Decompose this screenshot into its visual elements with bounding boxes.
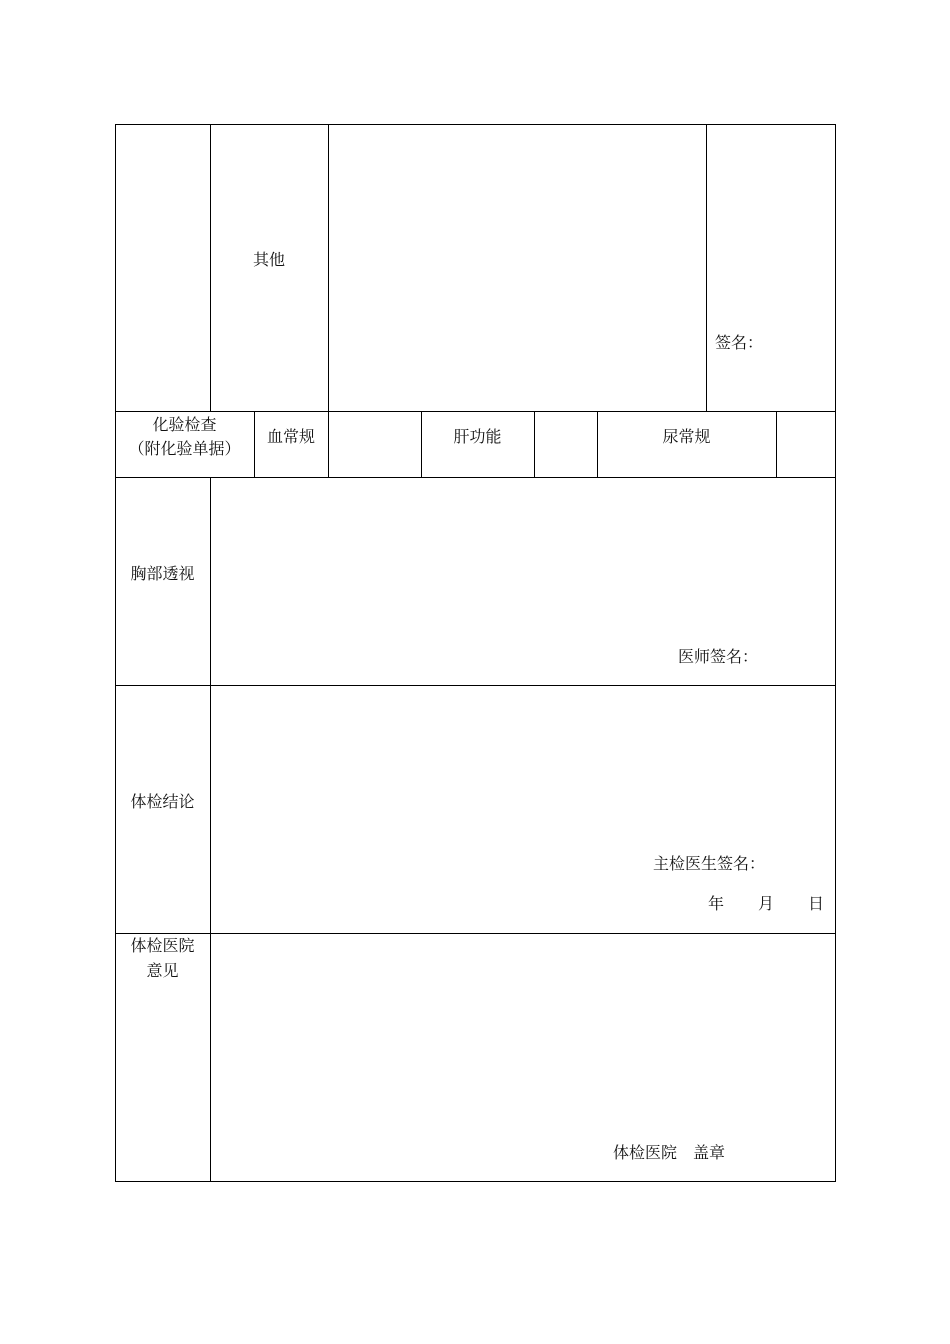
lab-label-line1: 化验检查 — [152, 415, 217, 434]
row-divider-other-lab — [115, 411, 836, 412]
chief-doctor-signature-label: 主检医生签名： — [653, 854, 766, 873]
table-border-left — [115, 124, 116, 1182]
other-label: 其他 — [252, 250, 285, 269]
date-month-label: 月 — [758, 894, 775, 913]
blood-routine-label: 血常规 — [266, 427, 315, 446]
conclusion-label: 体检结论 — [130, 792, 195, 811]
lab-label-line2: （附化验单据） — [128, 439, 241, 458]
chest-doctor-signature-label: 医师签名： — [678, 647, 759, 666]
other-result-field[interactable] — [329, 125, 706, 411]
conclusion-field[interactable] — [211, 686, 835, 933]
liver-function-label: 肝功能 — [453, 427, 502, 446]
chest-xray-label: 胸部透视 — [130, 564, 195, 583]
hospital-opinion-field[interactable] — [211, 934, 835, 1181]
date-year-label: 年 — [708, 894, 725, 913]
blood-routine-field[interactable] — [329, 412, 421, 477]
other-signature-label: 签名： — [715, 333, 764, 352]
urine-routine-field[interactable] — [777, 412, 835, 477]
hospital-opinion-label-line1: 体检医院 — [130, 936, 195, 955]
hospital-stamp-label: 体检医院 盖章 — [613, 1143, 726, 1162]
liver-function-field[interactable] — [535, 412, 597, 477]
date-day-label: 日 — [808, 894, 825, 913]
hospital-opinion-label-line2: 意见 — [146, 961, 179, 980]
urine-routine-label: 尿常规 — [662, 427, 711, 446]
table-border-right — [835, 124, 836, 1182]
other-col-divider-3 — [706, 124, 707, 412]
table-border-bottom — [115, 1181, 836, 1182]
